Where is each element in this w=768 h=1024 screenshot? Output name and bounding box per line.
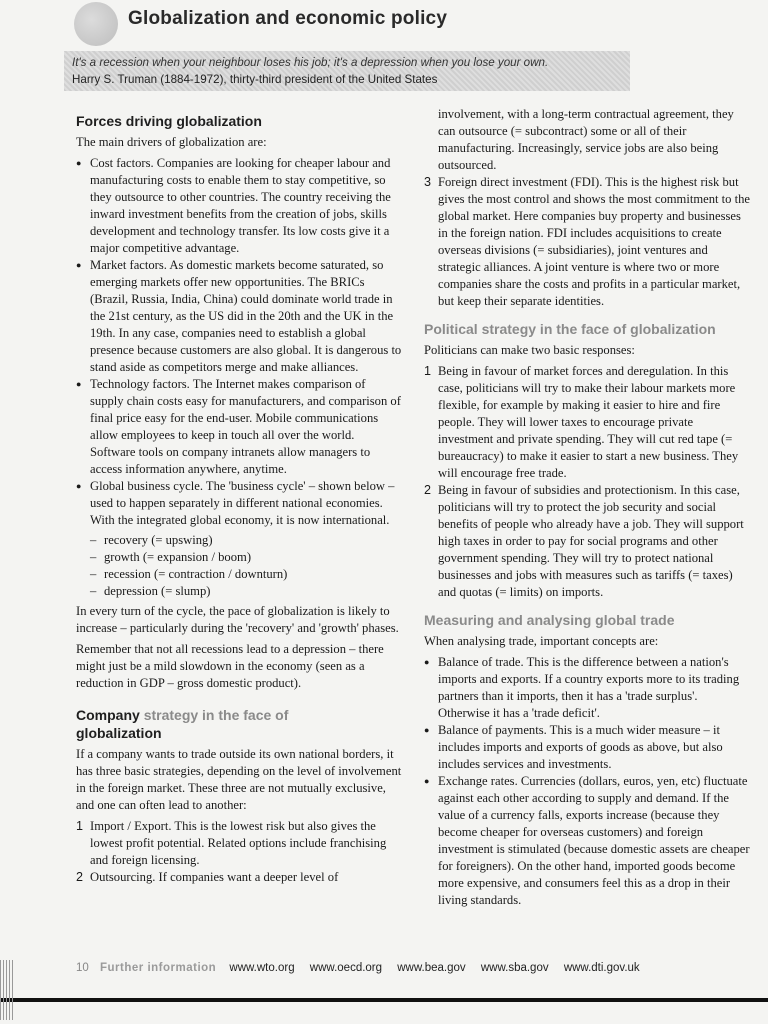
political-intro: Politicians can make two basic responses: — [424, 343, 635, 357]
link-wto[interactable]: www.wto.org — [229, 962, 295, 974]
list-item: ● Exchange rates. Currencies (dollars, euros, yen, etc) fluctuate against each other according to supply and demand. If the value of a currency falls, exports increase (because they become cheaper for overseas customers) and foreign investment is stimulated (because domestic assets are cheaper for foreigners). On the other hand, imported goods become more expensive, and consumers feel this as a drop in their living standards. — [424, 773, 750, 909]
list-item — [424, 363, 750, 482]
right-column — [424, 106, 750, 912]
heading-part: globalization — [76, 725, 162, 741]
left-column — [76, 112, 402, 889]
company-strategy-heading — [76, 706, 402, 742]
list-item: – growth (= expansion / boom) — [90, 549, 402, 566]
item-text: Import / Export. This is the lowest risk but also gives the lowest profit potential. Related options include franchising and foreign licensing. — [90, 819, 387, 867]
business-cycle-list — [90, 532, 402, 600]
list-item: ● Market factors. As domestic markets become saturated, so emerging markets offer new opportunities. The BRICs (Brazil, Russia, India, China) could dominate world trade in the 21st century, as the US did in the 20th and the UK in the 19th. In any case, companies need to establish a global presence because customers are also global. It is dangerous to stand aside as competitors merge and make alliances. — [76, 257, 402, 376]
list-item — [76, 869, 402, 886]
binding-edge — [0, 960, 14, 1020]
further-information-label: Further information — [100, 962, 217, 974]
political-strategy-heading: Political strategy in the face of globalization — [424, 321, 716, 337]
quote-attribution: Harry S. Truman (1884-1972), thirty-third president of the United States — [72, 73, 438, 86]
bottom-rule — [0, 998, 768, 1002]
recession-paragraph: Remember that not all recessions lead to a depression – there might just be a mild slowdown in the economy (seen as a reduction in GDP – gross domestic product). — [76, 642, 384, 690]
heading-part: strategy in the face of — [143, 707, 289, 723]
list-item — [424, 174, 750, 310]
footer — [76, 962, 652, 974]
measuring-intro: When analysing trade, important concepts are: — [424, 634, 659, 648]
item-number: 1 — [76, 819, 84, 833]
quote-band — [64, 51, 630, 91]
forces-list — [76, 155, 402, 529]
forces-intro: The main drivers of globalization are: — [76, 135, 267, 149]
item-number: 2 — [424, 483, 432, 497]
quote-text: It's a recession when your neighbour loses his job; it's a depression when you lose your own. — [72, 56, 549, 69]
item-number: 3 — [424, 175, 432, 189]
outsourcing-continued: involvement, with a long-term contractual agreement, they can outsource (= subcontract) some or all of their manufacturing. Increasingly, service jobs are also being outsourced. — [438, 107, 734, 172]
unit-badge — [74, 2, 118, 46]
list-item: – recession (= contraction / downturn) — [90, 566, 402, 583]
list-item — [424, 482, 750, 601]
item-text: Being in favour of subsidies and protectionism. In this case, politicians will try to protect the job security and social benefits of people who already have a job. They will support high taxes in order to pay for social programs and other government spending. They will try to protect national businesses and jobs with measures such as tariffs (= taxes) and quotas (= limits) on imports. — [438, 483, 744, 599]
item-text: Being in favour of market forces and deregulation. In this case, politicians will try to make their labour markets more flexible, for example by making it easier to hire and fire people. They will lower taxes to encourage private investment and private spending. They will cut red tape (= bureaucracy) to make it easier to start a new business. They will encourage free trade. — [438, 364, 739, 480]
page-title: Globalization and economic policy — [128, 8, 448, 29]
forces-heading: Forces driving globalization — [76, 113, 262, 129]
link-oecd[interactable]: www.oecd.org — [309, 962, 383, 974]
cycle-paragraph: In every turn of the cycle, the pace of globalization is likely to increase – particularly during the 'recovery' and 'growth' phases. — [76, 604, 399, 635]
list-item: – recovery (= upswing) — [90, 532, 402, 549]
measuring-trade-heading: Measuring and analysing global trade — [424, 612, 675, 628]
list-item: – depression (= slump) — [90, 583, 402, 600]
list-item: ● Global business cycle. The 'business cycle' – shown below – used to happen separately in different national economies. With the integrated global economy, it is now international. — [76, 478, 402, 529]
company-intro: If a company wants to trade outside its own national borders, it has three basic strategies, depending on the level of involvement in the foreign market. These three are not mutually exclusive, and one can often lead to another: — [76, 747, 402, 812]
political-list — [424, 363, 750, 601]
measuring-list — [424, 654, 750, 909]
list-item: ● Balance of payments. This is a much wider measure – it includes imports and exports of goods as above, but also includes services and investments. — [424, 722, 750, 773]
item-number: 2 — [76, 870, 84, 884]
list-item — [76, 818, 402, 869]
page-number: 10 — [76, 962, 89, 974]
item-text: Outsourcing. If companies want a deeper level of — [90, 870, 339, 884]
company-strategy-list — [76, 818, 402, 886]
link-dti[interactable]: www.dti.gov.uk — [563, 962, 640, 974]
link-sba[interactable]: www.sba.gov — [480, 962, 549, 974]
fdi-list — [424, 174, 750, 310]
item-text: Foreign direct investment (FDI). This is the highest risk but gives the most control and shows the most commitment to the global market. Here companies buy property and businesses in the foreign nation. FDI includes acquisitions to create overseas divisions (= subsidiaries), joint ventures and strategic alliances. A joint venture is where two or more companies share the costs and profits in a particular market, but keep their separate identities. — [438, 175, 751, 308]
list-item: ● Technology factors. The Internet makes comparison of supply chain costs easy for manufacturers, and comparison of final price easy for the end-user. Mobile communications allow employees to keep in touch all over the world. Software tools on company intranets allow managers to access information anywhere, anytime. — [76, 376, 402, 478]
heading-part: Company — [76, 707, 144, 723]
list-item: ● Balance of trade. This is the difference between a nation's imports and exports. If a country exports more to its trading partners than it imports, then it has a 'trade surplus'. Otherwise it has a 'trade deficit'. — [424, 654, 750, 722]
list-item: ● Cost factors. Companies are looking for cheaper labour and manufacturing costs to enable them to stay competitive, so they outsource to other countries. The country receiving the inward investment benefits from the creation of jobs, skills development and technology transfer. Its low costs give it a major competitive advantage. — [76, 155, 402, 257]
item-number: 1 — [424, 364, 432, 378]
link-bea[interactable]: www.bea.gov — [397, 962, 466, 974]
